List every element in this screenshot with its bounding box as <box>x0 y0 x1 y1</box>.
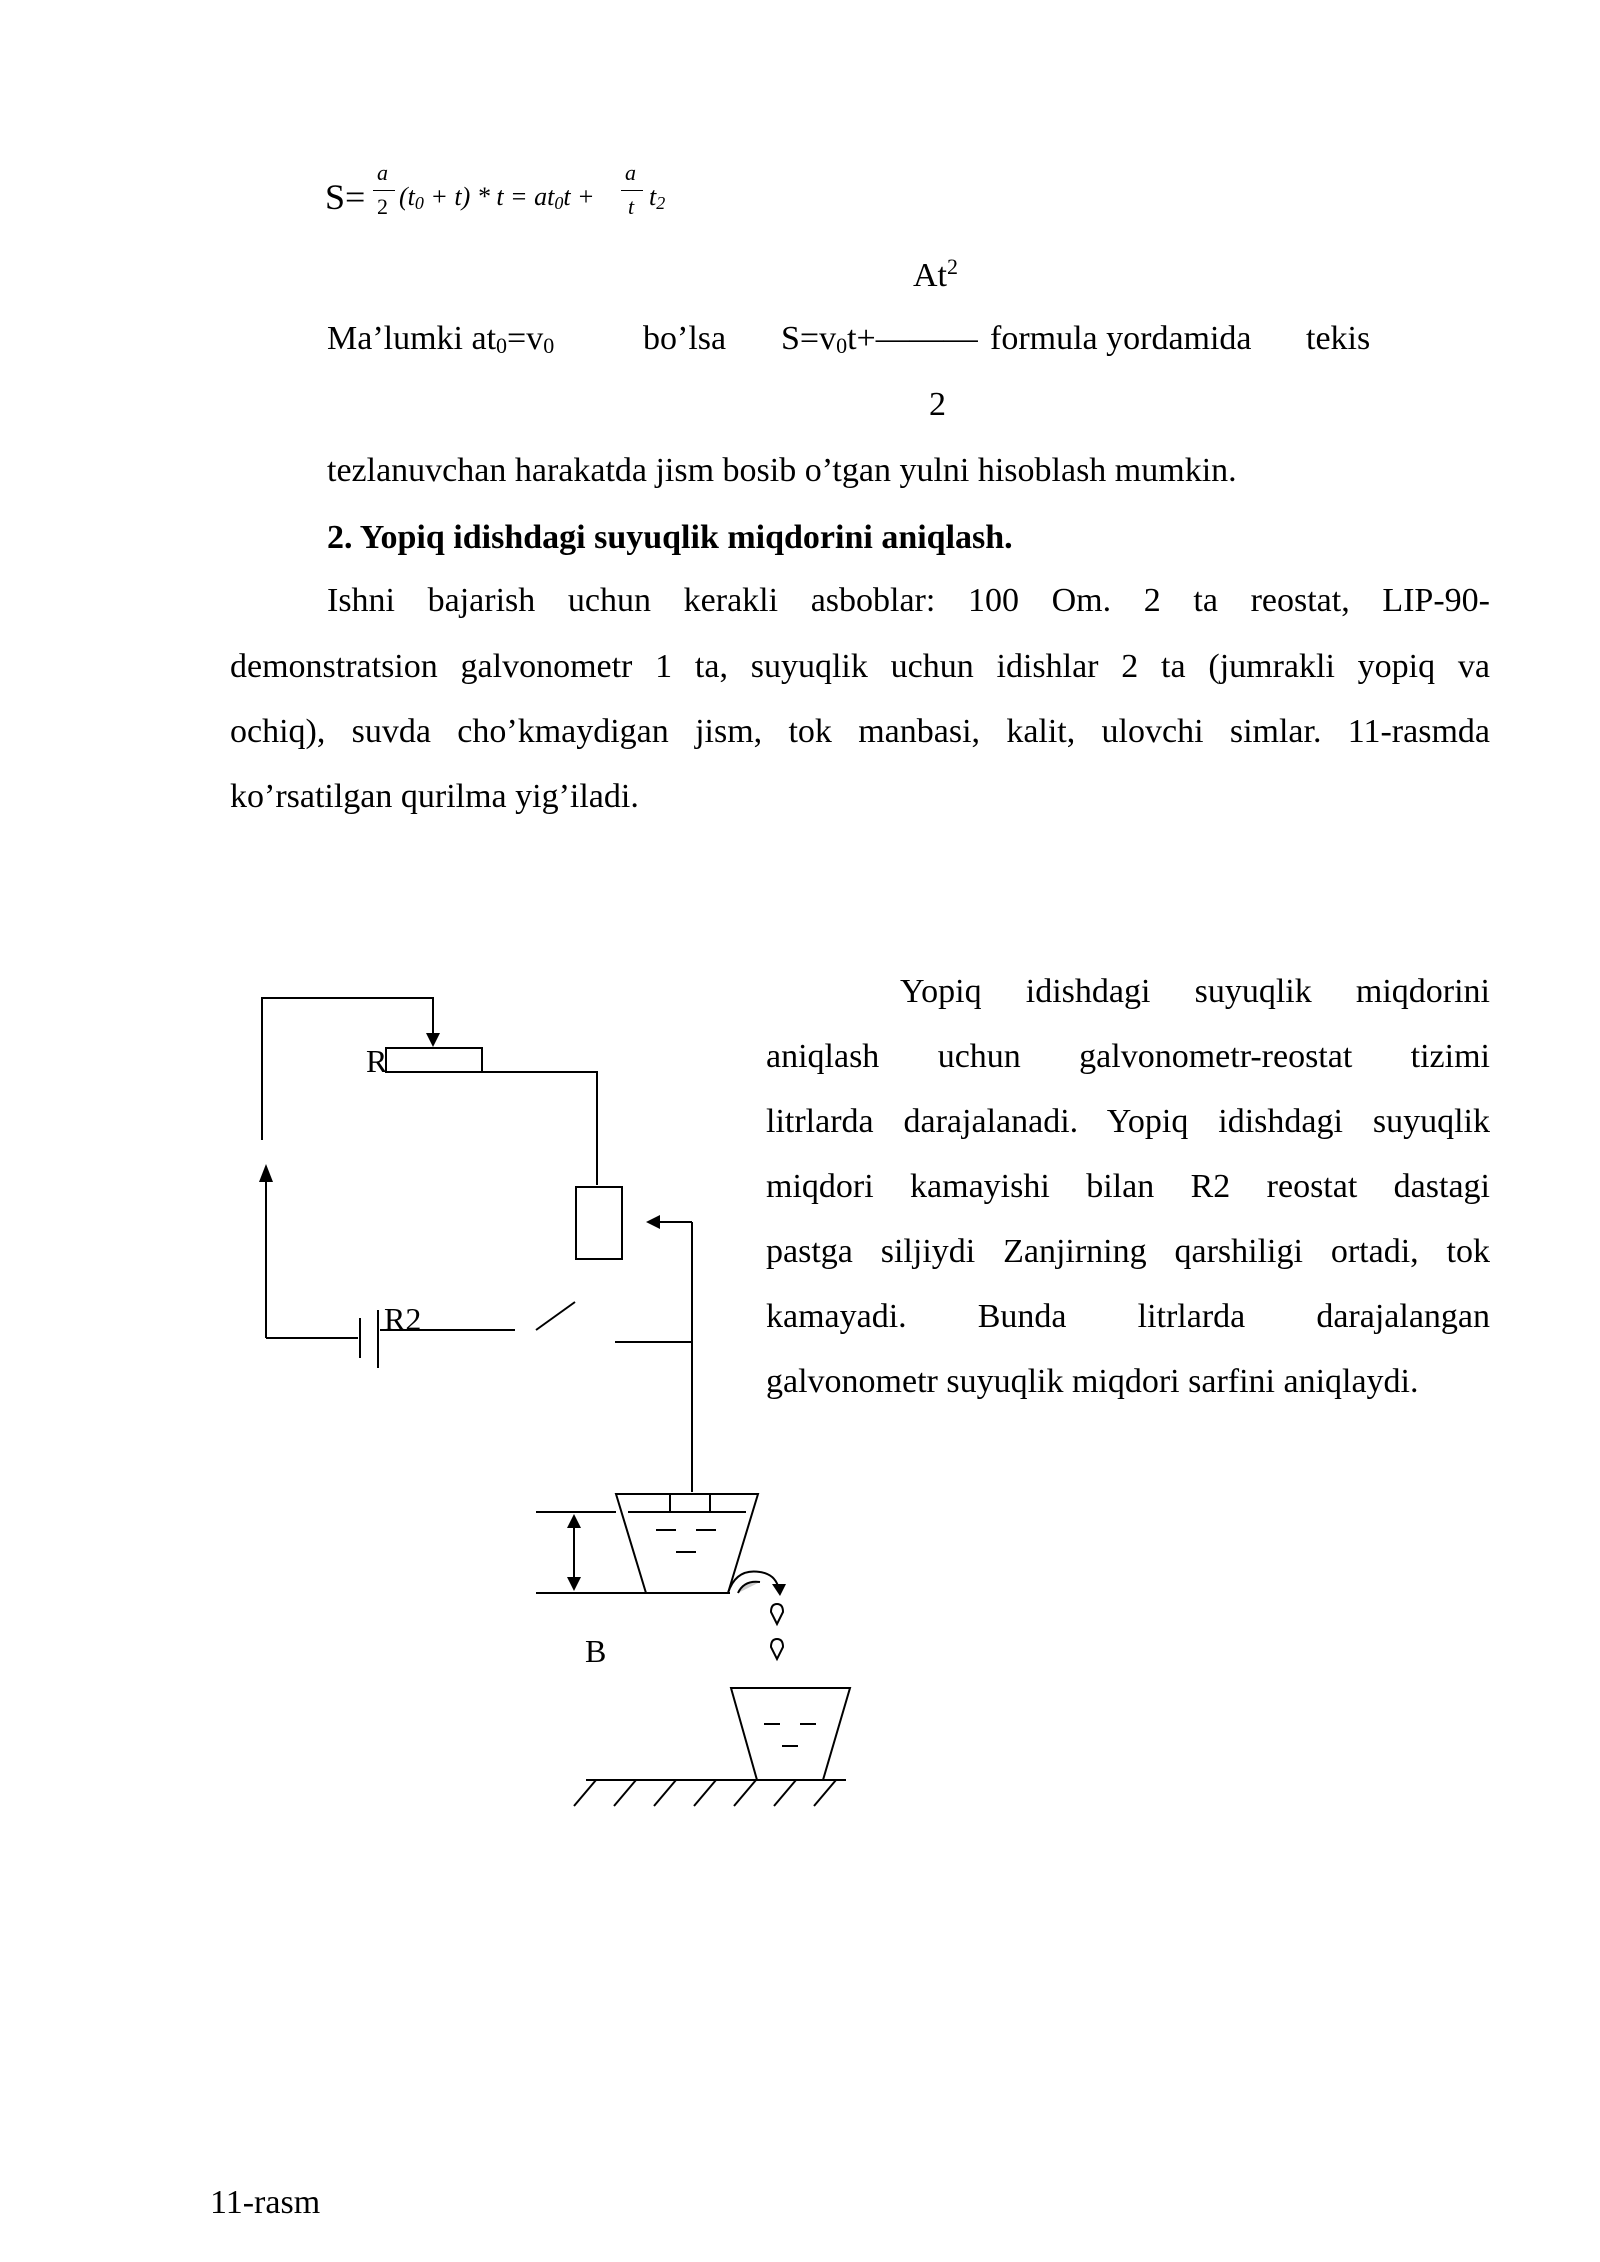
formula-1-sub0b: 0 <box>554 193 564 213</box>
paragraph-1-line: tezlanuvchan harakatda jism bosib o’tgan yulni hisoblash mumkin. <box>327 452 1237 489</box>
formula-1-frac2-den: t <box>628 194 635 219</box>
load-resistor-box <box>576 1187 622 1259</box>
label-b: B <box>585 1633 607 1669</box>
rheostat-arrow-head <box>426 1033 440 1047</box>
formula-1-middle3: t + <box>563 182 595 211</box>
wire-top-loop <box>262 998 433 1140</box>
ground-hatch-2 <box>614 1780 636 1806</box>
side-text-line-4: miqdori kamayishi bilan R2 reostat dastagi <box>766 1168 1490 1205</box>
formula-2-formula-yordamida: formula yordamida <box>990 320 1252 357</box>
drop-2 <box>771 1639 783 1659</box>
ground-hatch-6 <box>774 1780 796 1806</box>
formula-1-lhs: S= <box>325 177 366 217</box>
ground-hatch-1 <box>574 1780 596 1806</box>
formula-2-numerator-text: At <box>913 257 947 294</box>
float-arrow-head <box>646 1215 660 1229</box>
formula-2-intro-sub: 0 <box>496 333 508 358</box>
paragraph-2-line-1: Ishni bajarish uchun kerakli asboblar: 100 Om. 2 ta reostat, LIP-90- <box>327 582 1490 619</box>
ground-hatch-4 <box>694 1780 716 1806</box>
wire-r1-to-load <box>482 1072 597 1185</box>
label-r2: R2 <box>384 1301 422 1337</box>
formula-2-s-sub: 0 <box>836 333 848 358</box>
tap-arrow <box>772 1584 786 1596</box>
height-arrow-down <box>567 1577 581 1591</box>
formula-1-middle: (t <box>399 182 415 211</box>
formula-1-frac1-num: a <box>377 160 388 185</box>
formula-2-tekis: tekis <box>1306 320 1371 357</box>
formula-2-numerator-sup: 2 <box>947 254 958 279</box>
switch-blade <box>536 1302 575 1330</box>
formula-2-denominator: 2 <box>929 386 946 423</box>
formula-2-intro-eq: =v <box>507 320 544 357</box>
formula-2-s-rest: t+——— <box>847 320 978 357</box>
formula-2-intro-sub2: 0 <box>543 333 555 358</box>
drop-1 <box>771 1604 783 1624</box>
side-text-line-1: Yopiq idishdagi suyuqlik miqdorini <box>900 973 1490 1010</box>
label-r1: R <box>366 1043 388 1079</box>
figure-caption: 11-rasm <box>210 2184 321 2221</box>
formula-1-middle2: + t) * t = at <box>430 182 555 211</box>
paragraph-2-line-3: ochiq), suvda cho’kmaydigan jism, tok manbasi, kalit, ulovchi simlar. 11-rasmda <box>230 713 1490 750</box>
lower-vessel <box>731 1688 850 1780</box>
formula-2-s-eq-text: S=v <box>781 320 837 357</box>
tap-spout-inner <box>738 1582 760 1593</box>
formula-1-tail-t: t <box>649 182 657 211</box>
ground-hatch-7 <box>814 1780 836 1806</box>
formula-1-sub2: 2 <box>656 193 666 213</box>
formula-1-sub0: 0 <box>414 193 424 213</box>
side-text-line-5: pastga siljiydi Zanjirning qarshiligi ortadi, tok <box>766 1233 1490 1270</box>
formula-2-intro: Ma’lumki at <box>327 320 497 357</box>
formula-1-frac2-num: a <box>625 160 636 185</box>
wire-left-arrow <box>259 1164 273 1182</box>
side-text-line-2: aniqlash uchun galvonometr-reostat tizimi <box>766 1038 1490 1075</box>
height-arrow-up <box>567 1514 581 1528</box>
rheostat-r1-box <box>386 1048 482 1072</box>
side-text-line-6: kamayadi. Bunda litrlarda darajalangan <box>766 1298 1490 1335</box>
paragraph-2-line-4: ko’rsatilgan qurilma yig’iladi. <box>230 778 639 815</box>
paragraph-2-line-2: demonstratsion galvonometr 1 ta, suyuqlik uchun idishlar 2 ta (jumrakli yopiq va <box>230 648 1490 685</box>
formula-2-bolsa: bo’lsa <box>643 320 727 357</box>
ground-hatch-3 <box>654 1780 676 1806</box>
side-text-line-3: litrlarda darajalanadi. Yopiq idishdagi suyuqlik <box>766 1103 1490 1140</box>
formula-1-frac1-den: 2 <box>377 194 388 219</box>
side-text-line-7: galvonometr suyuqlik miqdori sarfini aniqlaydi. <box>766 1363 1419 1400</box>
section-heading: 2. Yopiq idishdagi suyuqlik miqdorini aniqlash. <box>327 519 1013 556</box>
ground-hatch-5 <box>734 1780 756 1806</box>
